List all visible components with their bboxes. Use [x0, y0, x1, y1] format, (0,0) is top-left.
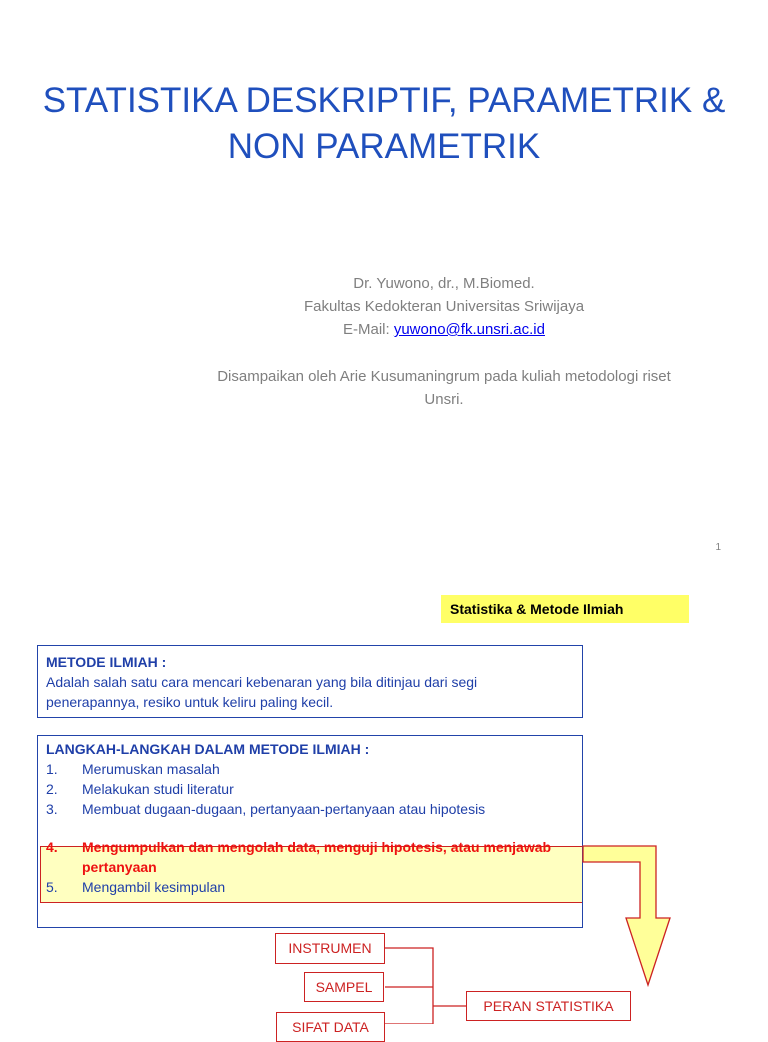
connector-lines	[385, 948, 466, 1024]
step-number: 4.	[46, 839, 58, 855]
down-arrow-icon	[583, 846, 670, 985]
step-number: 1.	[46, 761, 58, 777]
langkah-heading: LANGKAH-LANGKAH DALAM METODE ILMIAH :	[46, 741, 370, 757]
author-affiliation: Fakultas Kedokteran Universitas Sriwijaya	[303, 298, 585, 315]
step-number: 5.	[46, 879, 58, 895]
step-number: 2.	[46, 781, 58, 797]
author-name: Dr. Yuwono, dr., M.Biomed.	[353, 275, 535, 292]
instrumen-box: INSTRUMEN	[275, 933, 385, 964]
email-label: E-Mail:	[343, 321, 394, 338]
peran-statistika-box: PERAN STATISTIKA	[466, 991, 631, 1021]
delivered-line-1: Disampaikan oleh Arie Kusumaningrum pada kuliah metodologi riset	[217, 368, 671, 385]
step-text: Mengambil kesimpulan	[82, 879, 226, 895]
step-text: Mengumpulkan dan mengolah data, menguji hipotesis, atau menjawab pertanyaan	[82, 839, 552, 875]
slide-header: Statistika & Metode Ilmiah	[441, 595, 689, 623]
metode-definition-line-2: penerapannya, resiko untuk keliru paling kecil.	[46, 694, 334, 710]
title-line-2: NON PARAMETRIK	[227, 127, 541, 166]
slide-number: 1	[715, 542, 721, 553]
step-number: 3.	[46, 801, 58, 817]
email-link[interactable]: yuwono@fk.unsri.ac.id	[393, 321, 545, 338]
step-text: Melakukan studi literatur	[82, 781, 234, 797]
sifat-data-box: SIFAT DATA	[276, 1012, 385, 1042]
metode-heading: METODE ILMIAH :	[46, 654, 167, 670]
metode-definition-line-1: Adalah salah satu cara mencari kebenaran yang bila ditinjau dari segi	[46, 674, 478, 690]
step-text: Membuat dugaan-dugaan, pertanyaan-pertanyaan atau hipotesis	[82, 801, 486, 817]
sampel-box: SAMPEL	[304, 972, 384, 1002]
step-text: Merumuskan masalah	[82, 761, 220, 777]
title-line-1: STATISTIKA DESKRIPTIF, PARAMETRIK &	[42, 81, 726, 120]
delivered-line-2: Unsri.	[424, 391, 464, 408]
